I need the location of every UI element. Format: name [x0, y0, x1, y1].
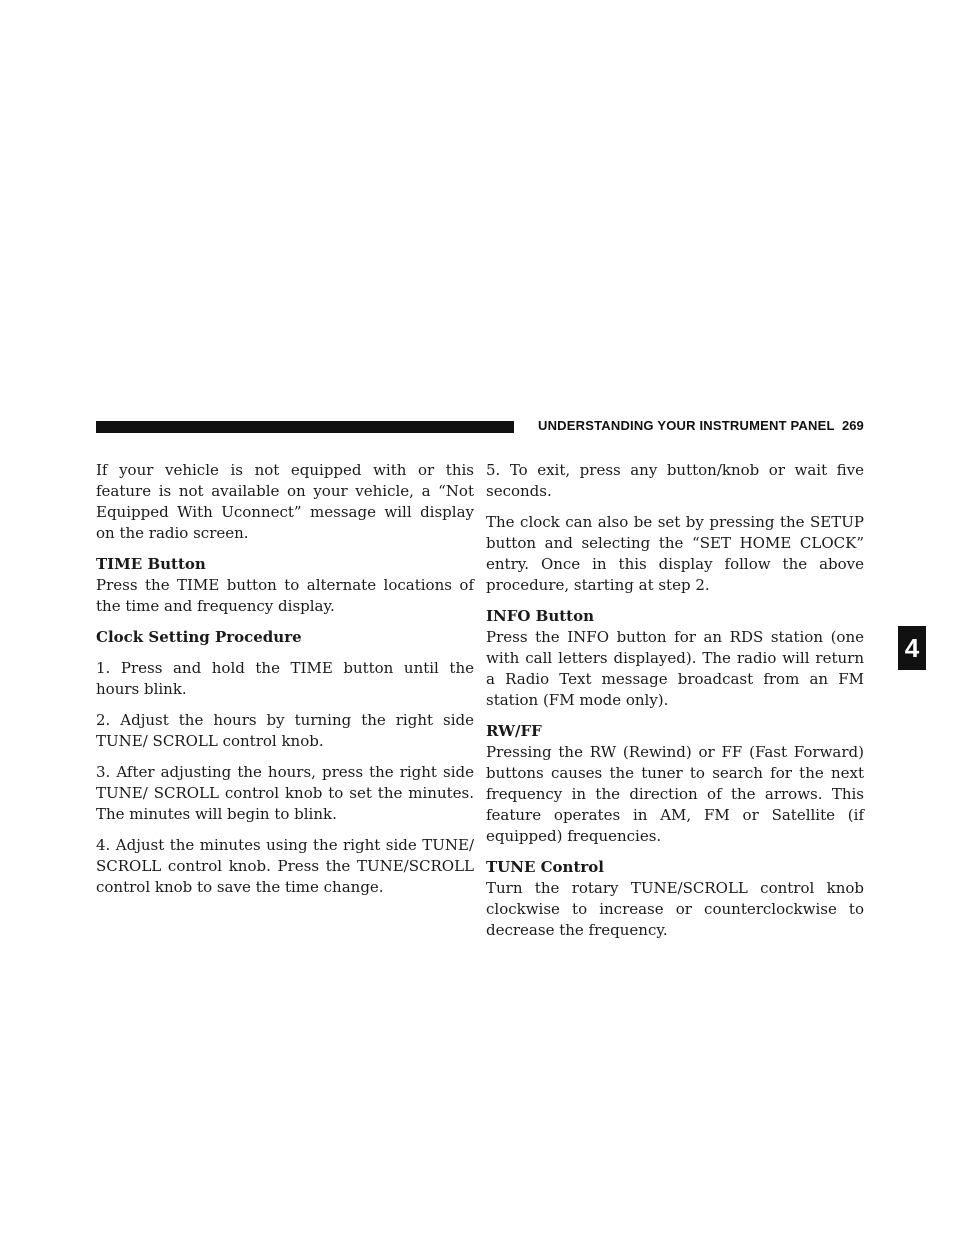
clock-setting-heading: Clock Setting Procedure	[96, 628, 302, 646]
tune-control-heading: TUNE Control	[486, 858, 604, 876]
chapter-tab: 4	[898, 626, 926, 670]
clock-step: 2. Adjust the hours by turning the right side TUNE/ SCROLL control knob.	[96, 711, 474, 750]
intro-paragraph: If your vehicle is not equipped with or this feature is not available on your vehicle, a “Not Equipped With Uconnect” message will display on the radio screen.	[96, 461, 474, 542]
right-column	[486, 460, 864, 951]
page-number: 269	[842, 418, 864, 433]
tune-control-text: Turn the rotary TUNE/SCROLL control knob clockwise to increase or counterclockwise to decrease the frequency.	[486, 879, 864, 939]
clock-step: 4. Adjust the minutes using the right side TUNE/ SCROLL control knob. Press the TUNE/SCROLL control knob to save the time change.	[96, 836, 474, 896]
clock-step: 1. Press and hold the TIME button until the hours blink.	[96, 659, 474, 698]
header-rule	[96, 421, 514, 433]
info-button-text: Press the INFO button for an RDS station (one with call letters displayed). The radio will return a Radio Text message broadcast from an FM station (FM mode only).	[486, 628, 864, 709]
time-button-heading: TIME Button	[96, 555, 206, 573]
info-button-heading: INFO Button	[486, 607, 595, 625]
section-title: UNDERSTANDING YOUR INSTRUMENT PANEL	[538, 418, 835, 433]
clock-step: 3. After adjusting the hours, press the right side TUNE/ SCROLL control knob to set the minutes. The minutes will begin to blink.	[96, 763, 474, 823]
setup-paragraph: The clock can also be set by pressing the SETUP button and selecting the “SET HOME CLOCK” entry. Once in this display follow the above procedure, starting at step 2.	[486, 513, 864, 594]
rwff-heading: RW/FF	[486, 722, 542, 740]
left-column	[96, 460, 474, 908]
time-button-text: Press the TIME button to alternate locations of the time and frequency display.	[96, 576, 474, 615]
clock-step: 5. To exit, press any button/knob or wait five seconds.	[486, 461, 864, 500]
rwff-text: Pressing the RW (Rewind) or FF (Fast Forward) buttons causes the tuner to search for the next frequency in the direction of the arrows. This feature operates in AM, FM or Satellite (if equipped) frequencies.	[486, 743, 864, 845]
